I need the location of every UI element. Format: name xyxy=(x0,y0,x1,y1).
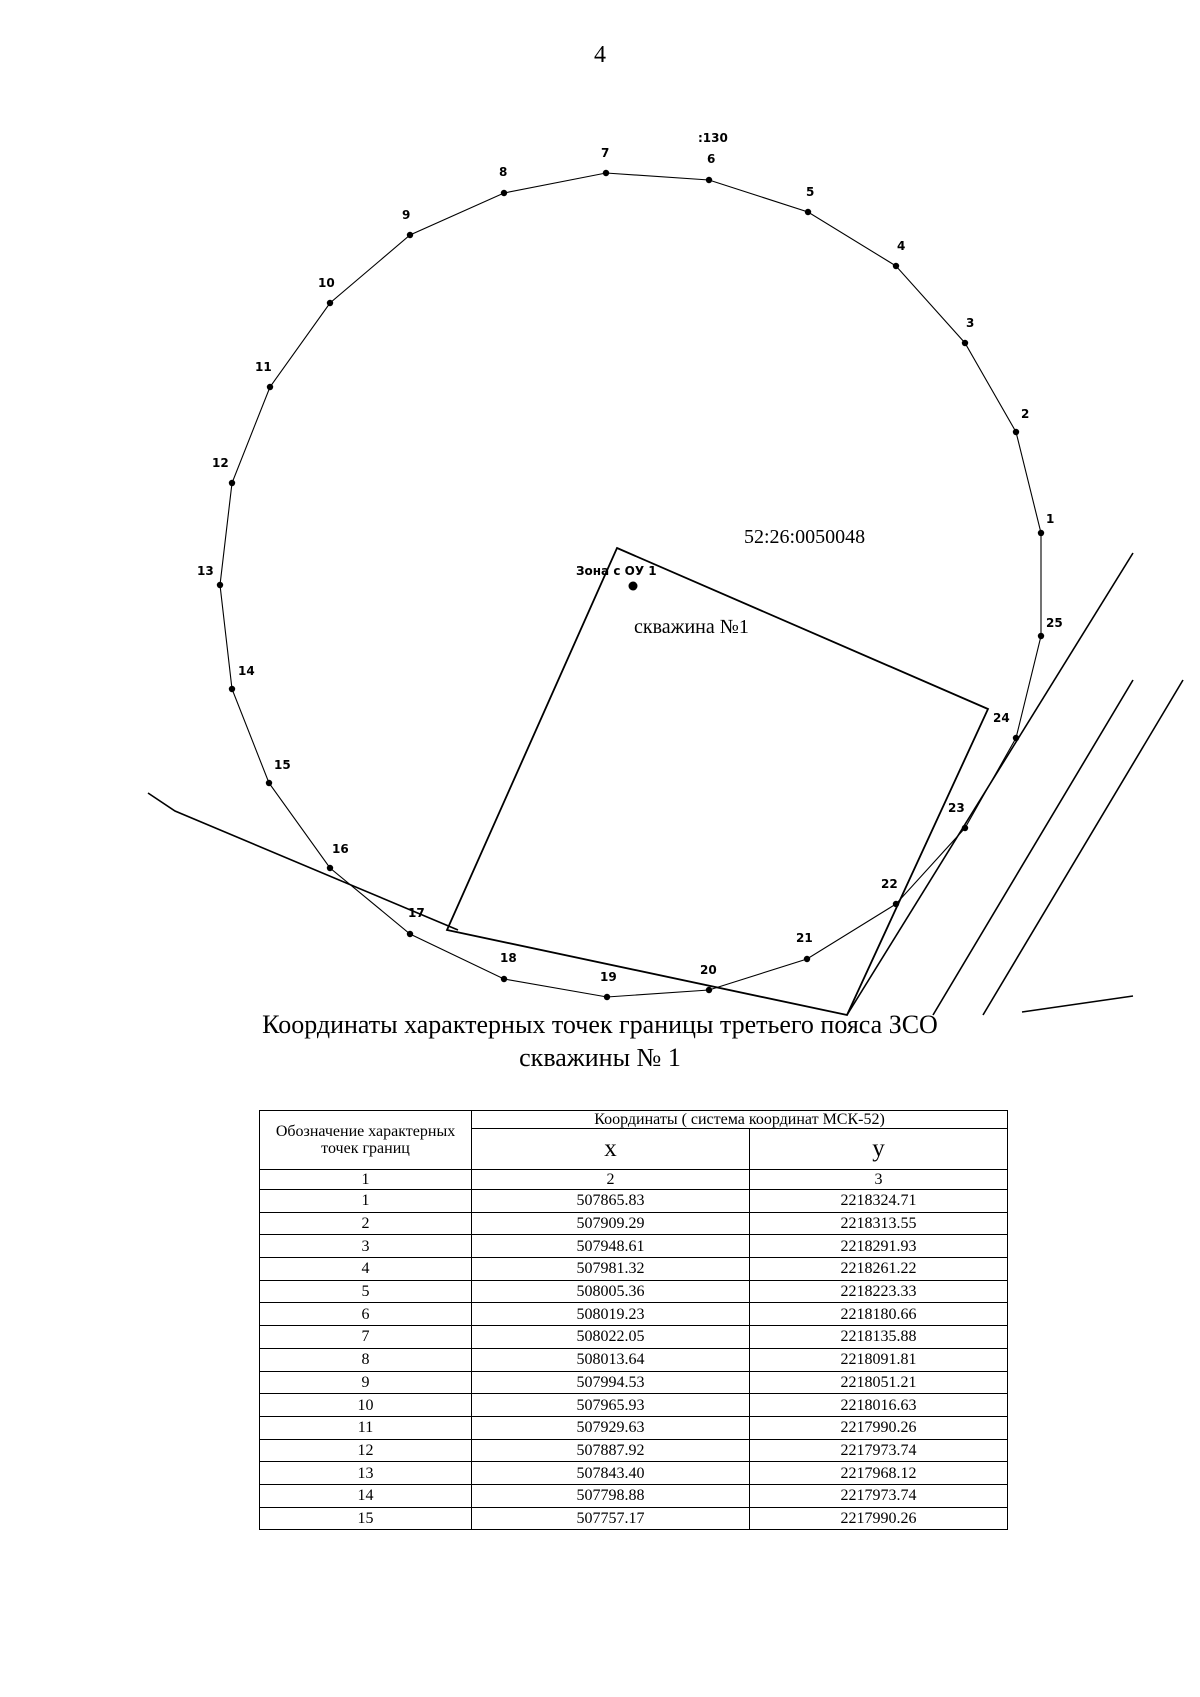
cell-point-number: 3 xyxy=(260,1235,472,1258)
boundary-point-marker xyxy=(706,987,712,993)
cell-y: 2218135.88 xyxy=(750,1326,1008,1349)
boundary-point-label: 8 xyxy=(499,165,508,179)
boundary-point-label: 7 xyxy=(601,146,610,160)
boundary-point-marker xyxy=(267,384,273,390)
road-line-east-2 xyxy=(933,680,1133,1015)
cell-point-number: 10 xyxy=(260,1394,472,1417)
well-label: скважина №1 xyxy=(634,616,749,638)
index-cell: 3 xyxy=(750,1170,1008,1190)
table-row xyxy=(260,1348,1008,1371)
cell-point-number: 14 xyxy=(260,1484,472,1507)
boundary-point-label: 6 xyxy=(707,152,716,166)
cell-x: 507965.93 xyxy=(472,1394,750,1417)
cell-x: 507929.63 xyxy=(472,1416,750,1439)
cell-x: 507909.29 xyxy=(472,1212,750,1235)
cell-y: 2218180.66 xyxy=(750,1303,1008,1326)
cell-y: 2217973.74 xyxy=(750,1439,1008,1462)
boundary-point-marker xyxy=(266,780,272,786)
boundary-point-marker xyxy=(217,582,223,588)
cell-point-number: 9 xyxy=(260,1371,472,1394)
boundary-point-label: 25 xyxy=(1046,616,1063,630)
boundary-point-marker xyxy=(893,263,899,269)
boundary-point-marker xyxy=(603,170,609,176)
boundary-scheme xyxy=(0,100,1200,1020)
caption-line-1: Координаты характерных точек границы третьего пояса ЗСО xyxy=(262,1010,938,1039)
boundary-point-label: 3 xyxy=(966,316,975,330)
boundary-point-marker xyxy=(805,209,811,215)
page-number: 4 xyxy=(594,42,606,68)
cell-x: 508022.05 xyxy=(472,1326,750,1349)
header-point-designation: Обозначение характерных точек границ xyxy=(260,1111,472,1170)
cell-point-number: 2 xyxy=(260,1212,472,1235)
cell-point-number: 4 xyxy=(260,1258,472,1281)
boundary-point-marker xyxy=(604,994,610,1000)
cell-y: 2218016.63 xyxy=(750,1394,1008,1417)
boundary-point-marker xyxy=(804,956,810,962)
cell-x: 507798.88 xyxy=(472,1484,750,1507)
boundary-point-label: 21 xyxy=(796,931,813,945)
cell-x: 508005.36 xyxy=(472,1280,750,1303)
cell-point-number: 7 xyxy=(260,1326,472,1349)
boundary-point-marker xyxy=(407,232,413,238)
cell-y: 2218291.93 xyxy=(750,1235,1008,1258)
boundary-point-label: 17 xyxy=(408,906,425,920)
cell-x: 507757.17 xyxy=(472,1507,750,1530)
boundary-point-label: 10 xyxy=(318,276,335,290)
cell-point-number: 1 xyxy=(260,1190,472,1213)
cell-point-number: 15 xyxy=(260,1507,472,1530)
boundary-point-label: 22 xyxy=(881,877,898,891)
boundary-point-label: 19 xyxy=(600,970,617,984)
table-row xyxy=(260,1371,1008,1394)
boundary-point-label: 1 xyxy=(1046,512,1055,526)
caption-line-2: скважины № 1 xyxy=(519,1043,681,1072)
table-row xyxy=(260,1235,1008,1258)
table-row xyxy=(260,1190,1008,1213)
cell-y: 2218324.71 xyxy=(750,1190,1008,1213)
header-coordinates: Координаты ( система координат МСК-52) xyxy=(472,1111,1008,1129)
table-caption xyxy=(0,1008,1200,1074)
cell-point-number: 11 xyxy=(260,1416,472,1439)
table-row xyxy=(260,1394,1008,1417)
well-marker xyxy=(629,582,638,591)
road-line-east-3 xyxy=(983,680,1183,1015)
cell-y: 2218223.33 xyxy=(750,1280,1008,1303)
boundary-point-marker xyxy=(1038,530,1044,536)
boundary-point-marker xyxy=(229,686,235,692)
boundary-point-marker xyxy=(1013,735,1019,741)
cell-point-number: 5 xyxy=(260,1280,472,1303)
cell-y: 2217990.26 xyxy=(750,1507,1008,1530)
boundary-point-label: 20 xyxy=(700,963,717,977)
cell-x: 507994.53 xyxy=(472,1371,750,1394)
table-row xyxy=(260,1416,1008,1439)
boundary-point-marker xyxy=(501,190,507,196)
cell-y: 2217968.12 xyxy=(750,1462,1008,1485)
table-row xyxy=(260,1326,1008,1349)
boundary-point-marker xyxy=(962,340,968,346)
boundary-point-label: 5 xyxy=(806,185,815,199)
boundary-point-marker xyxy=(407,931,413,937)
boundary-point-marker xyxy=(1013,429,1019,435)
boundary-point-marker xyxy=(501,976,507,982)
cell-point-number: 8 xyxy=(260,1348,472,1371)
cell-x: 507948.61 xyxy=(472,1235,750,1258)
cell-x: 508013.64 xyxy=(472,1348,750,1371)
table-row xyxy=(260,1484,1008,1507)
index-cell: 2 xyxy=(472,1170,750,1190)
boundary-point-marker xyxy=(327,300,333,306)
boundary-point-label: 14 xyxy=(238,664,255,678)
cell-x: 507981.32 xyxy=(472,1258,750,1281)
boundary-point-label: 24 xyxy=(993,711,1010,725)
boundary-point-label: 13 xyxy=(197,564,214,578)
boundary-point-label: 15 xyxy=(274,758,291,772)
index-cell: 1 xyxy=(260,1170,472,1190)
cell-y: 2218051.21 xyxy=(750,1371,1008,1394)
table-row xyxy=(260,1303,1008,1326)
cadastral-block-label: 52:26:0050048 xyxy=(744,526,866,548)
table-row xyxy=(260,1258,1008,1281)
cell-point-number: 12 xyxy=(260,1439,472,1462)
table-row xyxy=(260,1462,1008,1485)
boundary-point-label: 11 xyxy=(255,360,272,374)
coordinates-table xyxy=(259,1110,1008,1530)
boundary-point-marker xyxy=(706,177,712,183)
boundary-point-marker xyxy=(962,825,968,831)
boundary-point-label: 12 xyxy=(212,456,229,470)
boundary-point-marker xyxy=(327,865,333,871)
cell-y: 2217990.26 xyxy=(750,1416,1008,1439)
cell-y: 2217973.74 xyxy=(750,1484,1008,1507)
cell-y: 2218091.81 xyxy=(750,1348,1008,1371)
parcel-label: :130 xyxy=(698,131,728,145)
cell-y: 2218313.55 xyxy=(750,1212,1008,1235)
cell-x: 507843.40 xyxy=(472,1462,750,1485)
table-row xyxy=(260,1212,1008,1235)
boundary-point-marker xyxy=(893,901,899,907)
table-body xyxy=(260,1190,1008,1530)
table-header-row xyxy=(260,1111,1008,1129)
header-y: y xyxy=(750,1129,1008,1170)
cell-x: 508019.23 xyxy=(472,1303,750,1326)
boundary-point-marker xyxy=(1038,633,1044,639)
boundary-point-marker xyxy=(229,480,235,486)
table-row xyxy=(260,1507,1008,1530)
zone-label: Зона с ОУ 1 xyxy=(576,564,657,578)
table-row xyxy=(260,1439,1008,1462)
header-x: x xyxy=(472,1129,750,1170)
cell-y: 2218261.22 xyxy=(750,1258,1008,1281)
table-row xyxy=(260,1280,1008,1303)
cell-x: 507887.92 xyxy=(472,1439,750,1462)
boundary-point-label: 16 xyxy=(332,842,349,856)
boundary-point-label: 2 xyxy=(1021,407,1030,421)
cell-x: 507865.83 xyxy=(472,1190,750,1213)
boundary-point-label: 9 xyxy=(402,208,411,222)
boundary-point-label: 18 xyxy=(500,951,517,965)
boundary-point-label: 23 xyxy=(948,801,965,815)
cell-point-number: 6 xyxy=(260,1303,472,1326)
boundary-point-label: 4 xyxy=(897,239,906,253)
table-index-row xyxy=(260,1170,1008,1190)
cell-point-number: 13 xyxy=(260,1462,472,1485)
